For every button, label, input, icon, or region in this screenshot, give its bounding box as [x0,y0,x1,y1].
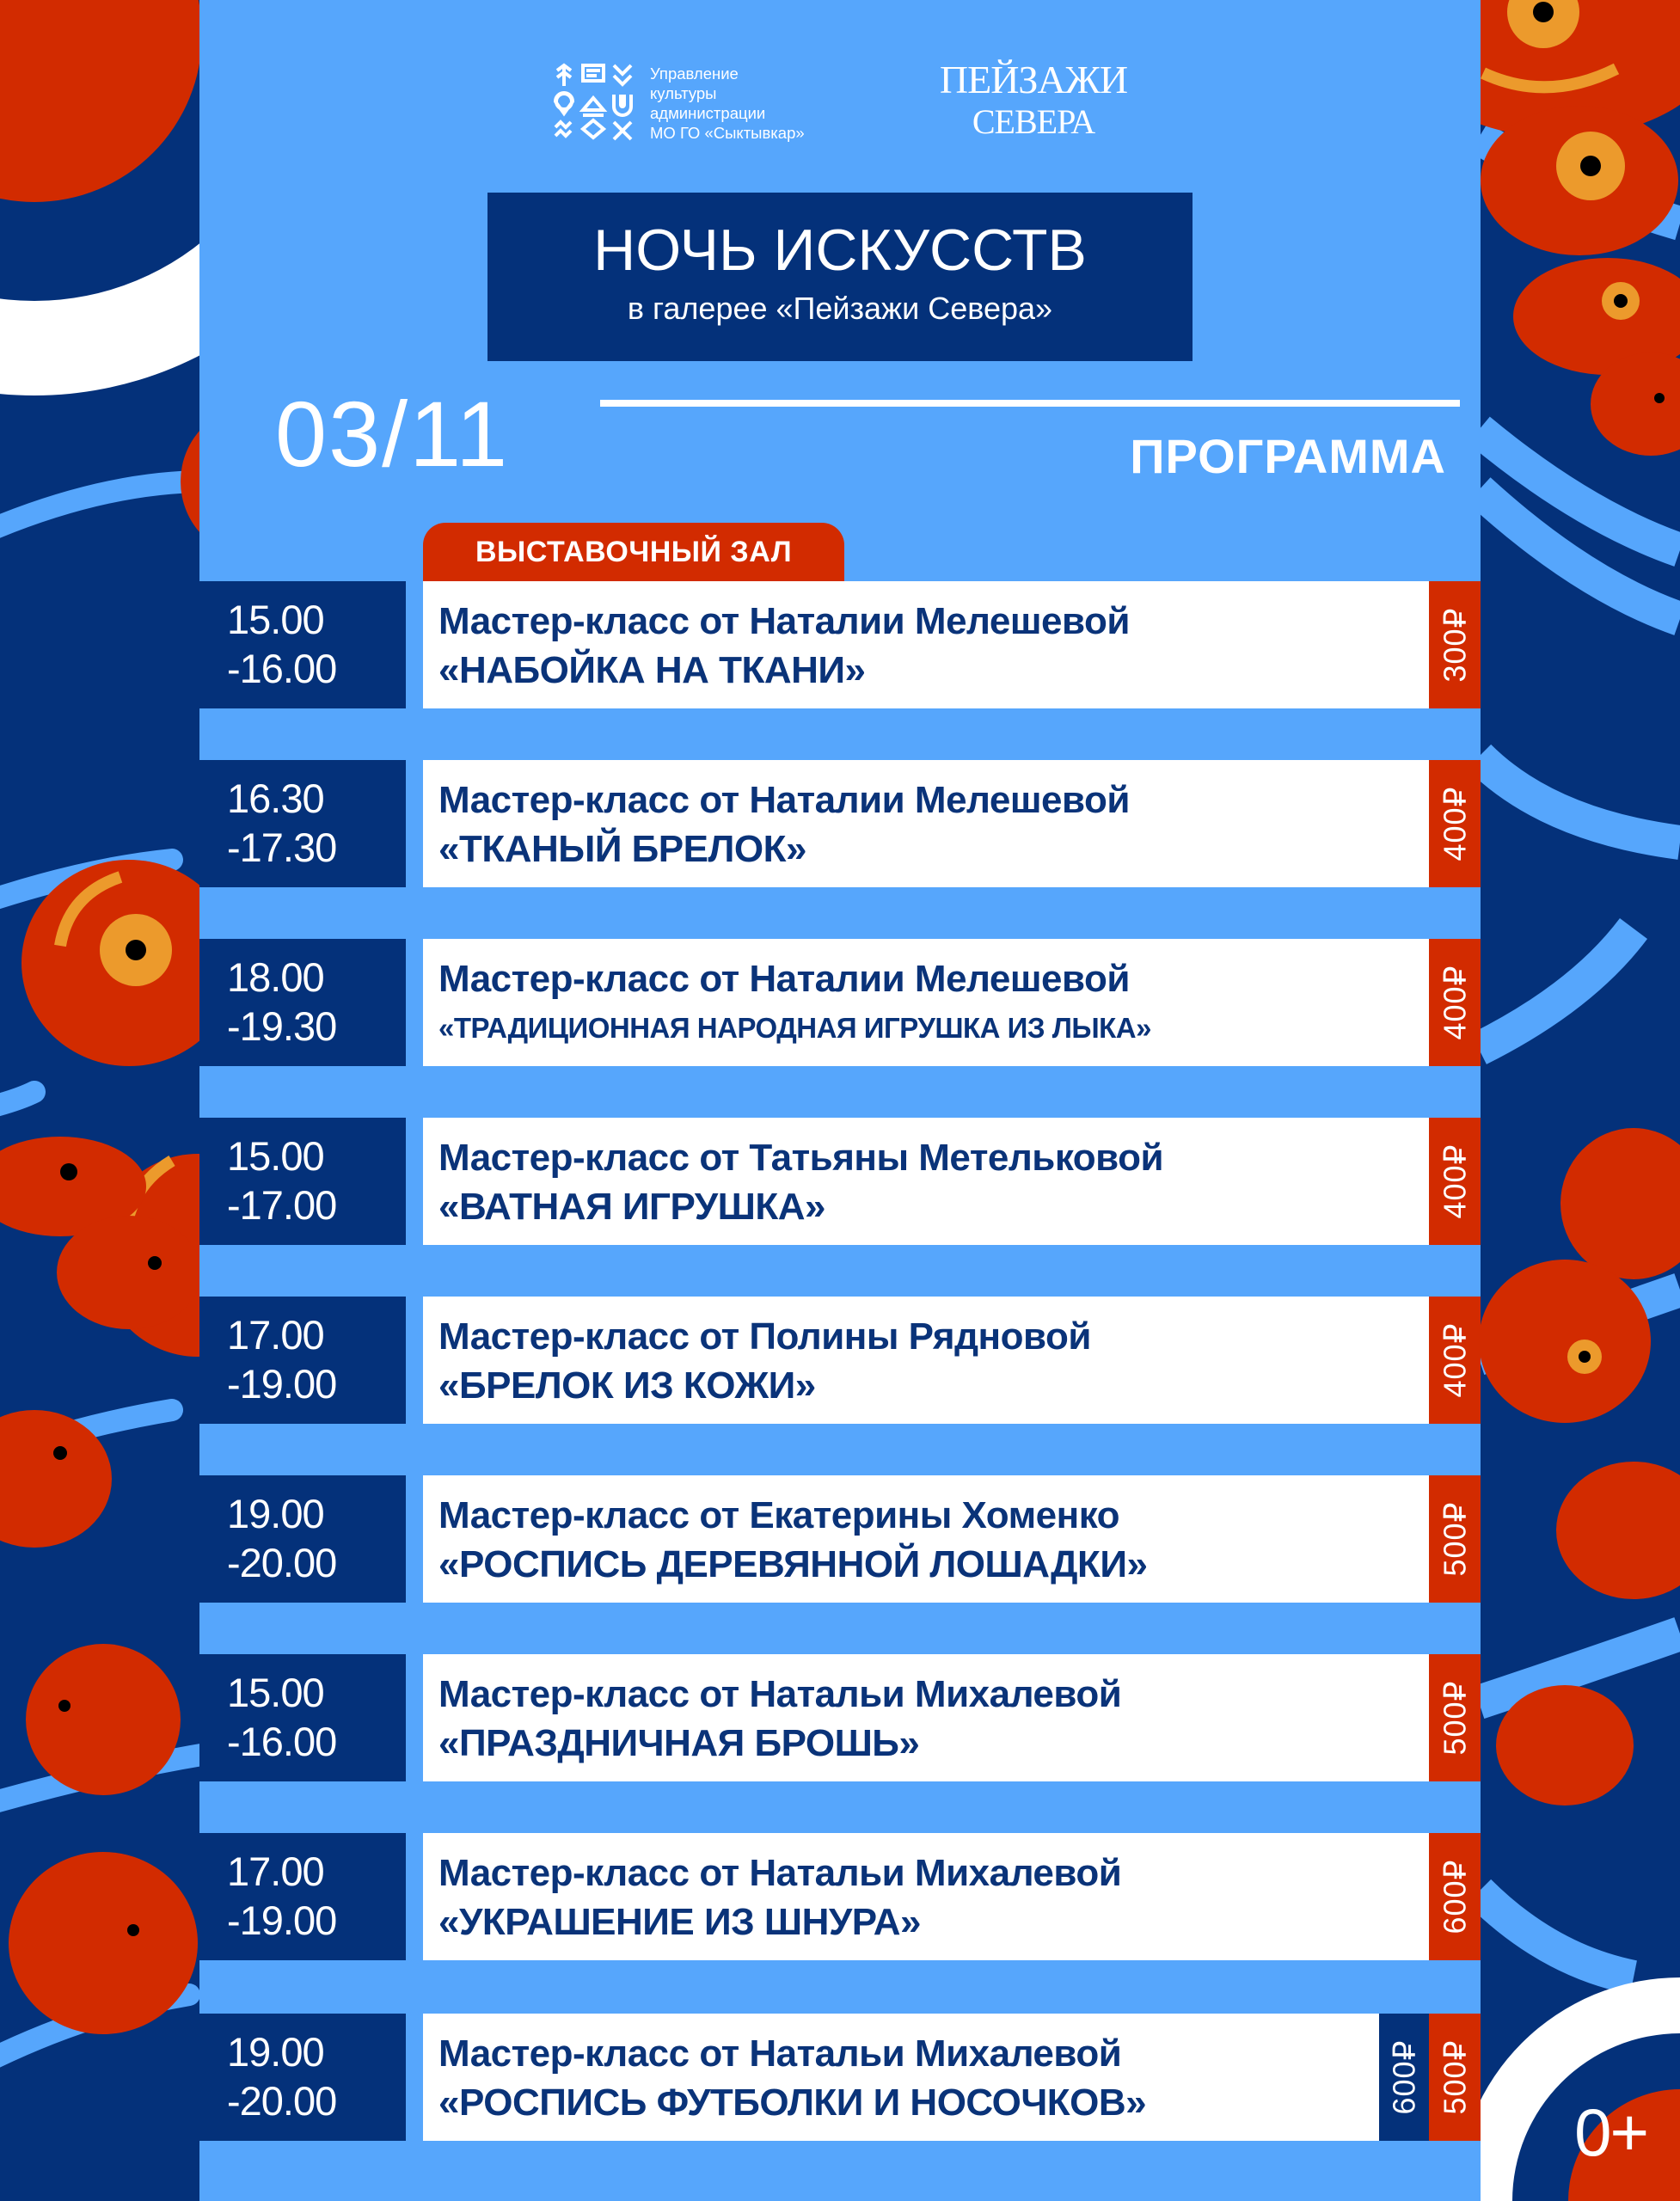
time-start: 18.00 [227,954,324,1000]
price-value: 500₽ [1437,1501,1472,1577]
schedule-row [199,581,1481,708]
divider-line [600,400,1460,407]
price-value: 300₽ [1437,607,1472,683]
price-value: 500₽ [1437,1680,1472,1756]
age-rating-badge: 0+ [1574,2094,1647,2170]
time-slot [199,1833,406,1960]
workshop-host: Мастер-класс от Натальи Михалевой [438,1673,1122,1715]
time-end: -17.00 [227,1182,337,1228]
price-badge [1429,581,1481,708]
time-end: -20.00 [227,1540,337,1585]
event-title: НОЧЬ ИСКУССТВ [593,218,1087,283]
price-value: 400₽ [1437,786,1472,861]
workshop-host: Мастер-класс от Натальи Михалевой [438,2032,1122,2075]
time-slot [199,2014,406,2141]
schedule-row [199,760,1481,887]
gallery-logo-line-1: ПЕЙЗАЖИ [939,58,1128,101]
workshop-description [423,939,1429,1066]
time-start: 19.00 [227,1491,324,1536]
time-start: 15.00 [227,1670,324,1715]
price-badge [1429,1475,1481,1603]
workshop-name: «ПРАЗДНИЧНАЯ БРОШЬ» [438,1722,920,1764]
workshop-description [423,1833,1429,1960]
time-slot [199,1118,406,1245]
workshop-name: «РОСПИСЬ ФУТБОЛКИ И НОСОЧКОВ» [438,2081,1147,2124]
admin-logo-line-1: Управление [650,64,739,83]
workshop-name: «РОСПИСЬ ДЕРЕВЯННОЙ ЛОШАДКИ» [438,1543,1148,1585]
time-slot [199,939,406,1066]
price-badge [1429,1297,1481,1424]
event-subtitle: в галерее «Пейзажи Севера» [627,291,1053,326]
time-end: -20.00 [227,2078,337,2124]
program-panel [199,0,1481,2201]
time-start: 16.30 [227,776,324,821]
event-date: 03/11 [275,382,510,486]
workshop-host: Мастер-класс от Наталии Мелешевой [438,958,1130,1000]
workshop-description [423,760,1429,887]
schedule-row [199,1118,1481,1245]
workshop-host: Мастер-класс от Татьяны Метельковой [438,1137,1164,1179]
price-value: 400₽ [1437,965,1472,1040]
workshop-description [423,1297,1429,1424]
workshop-description [423,2014,1379,2141]
admin-logo-line-3: администрации [650,104,766,122]
workshop-name: «ТКАНЫЙ БРЕЛОК» [438,828,806,870]
price-badge [1429,1654,1481,1781]
schedule-row [199,1654,1481,1781]
time-start: 19.00 [227,2029,324,2075]
gallery-logo [935,60,1132,139]
workshop-description [423,1118,1429,1245]
price-badge [1429,2014,1481,2141]
time-end: -16.00 [227,1719,337,1764]
time-slot [199,1654,406,1781]
workshop-description [423,1654,1429,1781]
price-badge-alt [1379,2014,1429,2141]
workshop-host: Мастер-класс от Наталии Мелешевой [438,779,1130,821]
time-start: 17.00 [227,1312,324,1358]
workshop-description [423,1475,1429,1603]
workshop-host: Мастер-класс от Полины Рядновой [438,1315,1091,1358]
time-end: -19.00 [227,1361,337,1407]
schedule-row [199,1297,1481,1424]
culture-administration-logo [552,60,805,146]
admin-logo-line-2: культуры [650,84,717,102]
price-badge [1429,760,1481,887]
workshop-description [423,581,1429,708]
schedule-row [199,1475,1481,1603]
time-start: 17.00 [227,1848,324,1894]
time-slot [199,1297,406,1424]
venue-tab: ВЫСТАВОЧНЫЙ ЗАЛ [423,523,844,581]
workshop-name: «ТРАДИЦИОННАЯ НАРОДНАЯ ИГРУШКА ИЗ ЛЫКА» [438,1012,1151,1044]
culture-administration-text [650,64,805,143]
time-end: -19.00 [227,1898,337,1943]
price-value: 500₽ [1437,2039,1472,2115]
price-value: 600₽ [1437,1859,1472,1934]
time-slot [199,1475,406,1603]
time-start: 15.00 [227,597,324,642]
price-value: 400₽ [1437,1143,1472,1219]
komi-ornament-logo-icon [552,60,638,146]
schedule-row [199,1833,1481,1960]
event-title-box [487,193,1193,361]
price-value: 600₽ [1386,2039,1421,2115]
gallery-logo-line-2: СЕВЕРА [972,102,1095,141]
workshop-name: «УКРАШЕНИЕ ИЗ ШНУРА» [438,1901,921,1943]
price-badge [1429,939,1481,1066]
workshop-name: «БРЕЛОК ИЗ КОЖИ» [438,1364,816,1407]
workshop-name: «ВАТНАЯ ИГРУШКА» [438,1186,825,1228]
program-heading: ПРОГРАММА [1130,429,1446,483]
admin-logo-line-4: МО ГО «Сыктывкар» [650,124,805,142]
time-end: -19.30 [227,1003,337,1049]
price-value: 400₽ [1437,1322,1472,1398]
workshop-host: Мастер-класс от Натальи Михалевой [438,1852,1122,1894]
workshop-name: «НАБОЙКА НА ТКАНИ» [438,649,866,691]
time-slot [199,760,406,887]
workshop-host: Мастер-класс от Екатерины Хоменко [438,1494,1120,1536]
time-slot [199,581,406,708]
schedule-row [199,2014,1481,2141]
time-end: -16.00 [227,646,337,691]
time-start: 15.00 [227,1133,324,1179]
schedule-row [199,939,1481,1066]
workshop-host: Мастер-класс от Наталии Мелешевой [438,600,1130,642]
price-badge [1429,1833,1481,1960]
price-badge [1429,1118,1481,1245]
time-end: -17.30 [227,825,337,870]
